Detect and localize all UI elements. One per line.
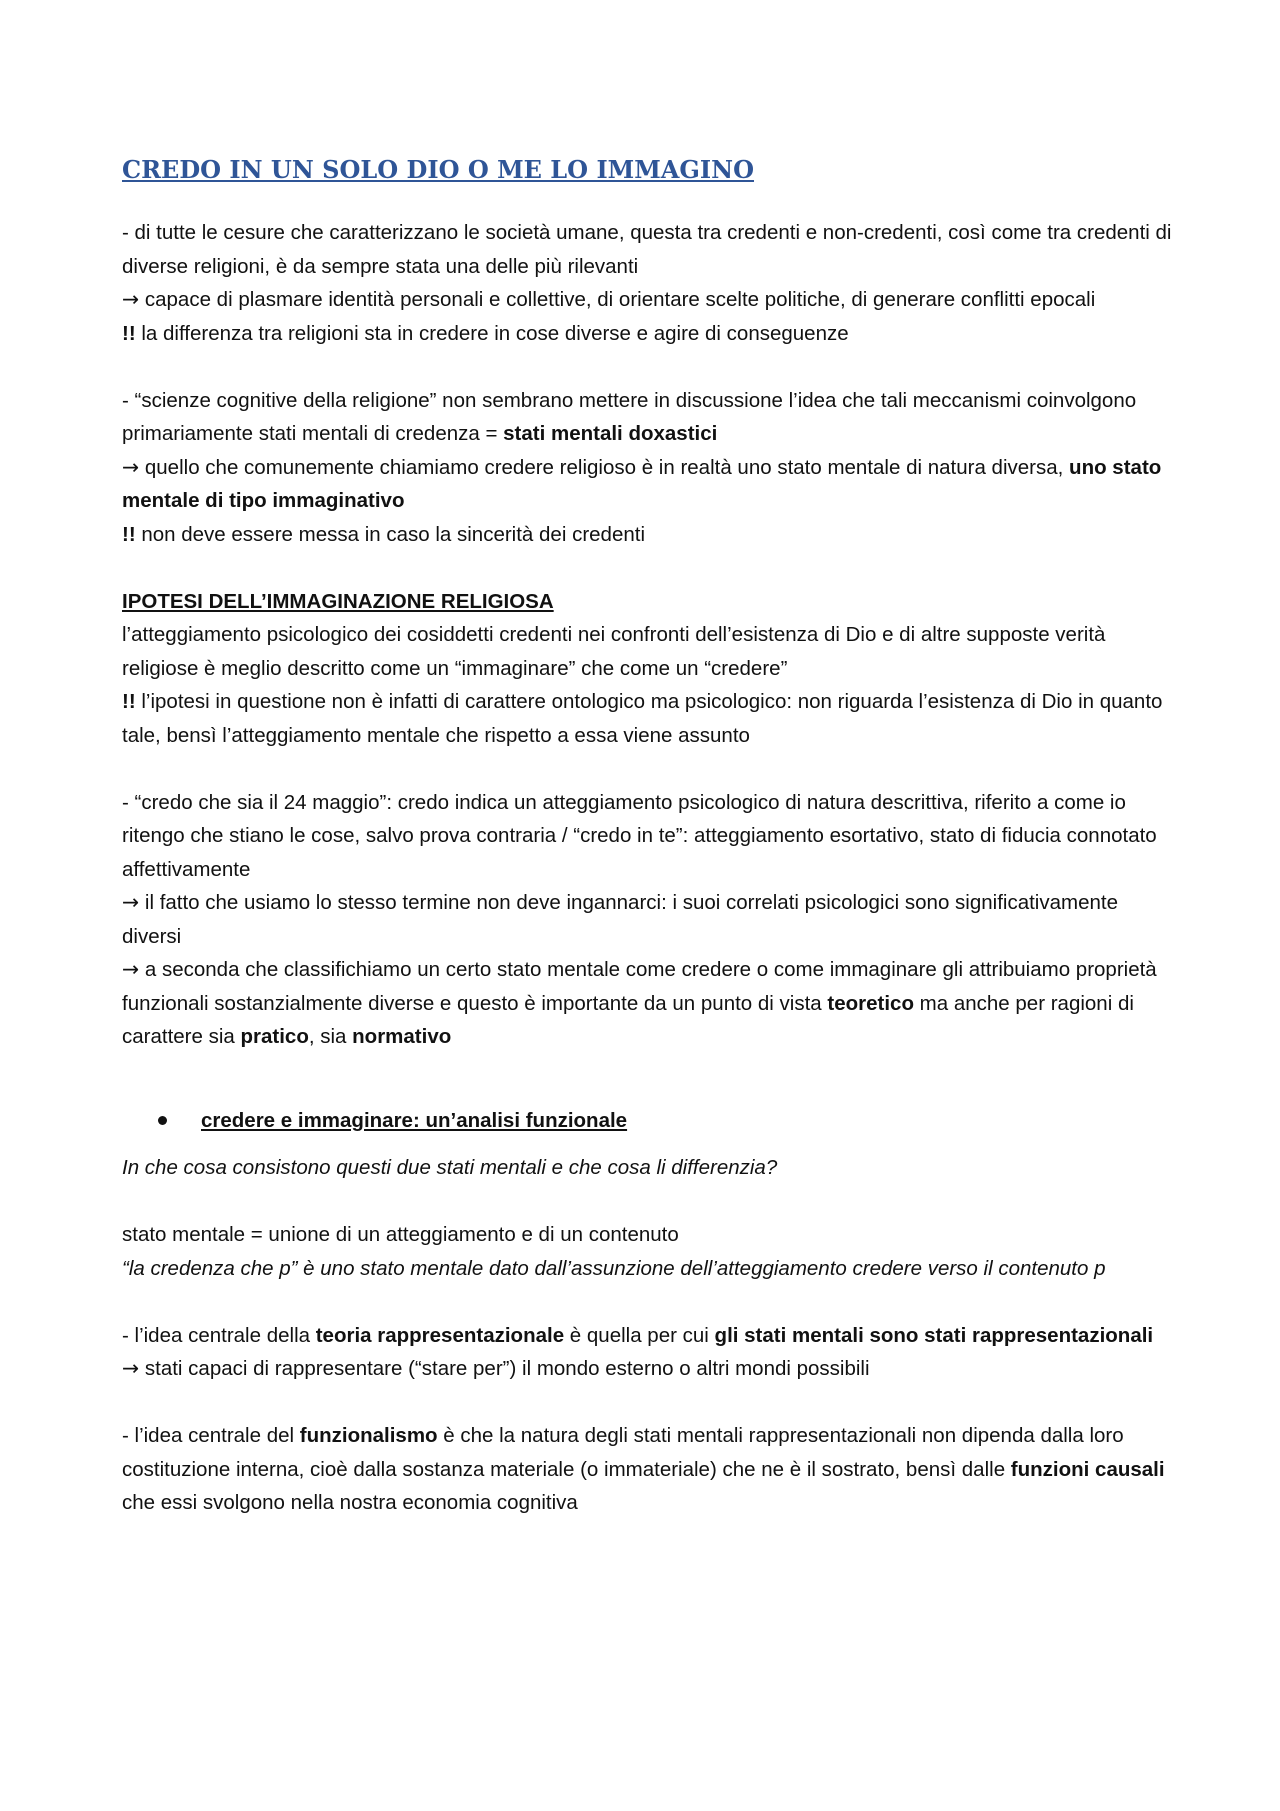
bold-term: pratico bbox=[240, 1025, 309, 1048]
paragraph-funzionalismo bbox=[122, 1419, 1172, 1520]
text-span: - “scienze cognitive della religione” non sembrano mettere in discussione l’idea che tali meccanismi coinvolgono primariamente stati mentali di credenza = bbox=[122, 388, 1137, 445]
arrow-icon: → bbox=[122, 1356, 140, 1380]
text-line: - “credo che sia il 24 maggio”: credo indica un atteggiamento psicologico di natura descrittiva, riferito a come io ritengo che stiano le cose, salvo prova contraria / “credo in te”: atteggiamento esortativo, stato di fiducia connotato affettivamente bbox=[122, 790, 1157, 881]
arrow-icon: → bbox=[122, 890, 140, 914]
document-body bbox=[122, 150, 1172, 1553]
bold-term: stati mentali doxastici bbox=[503, 422, 718, 445]
document-title: CREDO IN UN SOLO DIO O ME LO IMMAGINO bbox=[122, 155, 754, 184]
text-span: stati capaci di rappresentare (“stare per”) il mondo esterno o altri mondi possibili bbox=[139, 1357, 870, 1380]
text-span: che essi svolgono nella nostra economia cognitiva bbox=[122, 1491, 578, 1514]
text-line bbox=[122, 518, 1172, 552]
text-line bbox=[122, 1352, 1172, 1386]
text-line bbox=[122, 384, 1172, 451]
paragraph-credo bbox=[122, 786, 1172, 1054]
text-span: - l’idea centrale del bbox=[122, 1424, 300, 1447]
text-line bbox=[122, 1419, 1172, 1520]
text-span: , sia bbox=[308, 1025, 353, 1048]
bullet-item bbox=[122, 1104, 1172, 1138]
text-span: capace di plasmare identità personali e collettive, di orientare scelte politiche, di generare conflitti epocali bbox=[139, 288, 1096, 311]
paragraph-teoria-rappresentazionale bbox=[122, 1319, 1172, 1386]
paragraph-ipotesi bbox=[122, 585, 1172, 753]
text-span: è quella per cui bbox=[564, 1323, 715, 1347]
text-line: “la credenza che p” è uno stato mentale dato dall’assunzione dell’atteggiamento credere verso il contenuto p bbox=[122, 1256, 1106, 1280]
bold-term: teoretico bbox=[827, 991, 914, 1015]
text-line bbox=[122, 317, 1172, 351]
exclamation-mark: !! bbox=[122, 690, 136, 713]
bold-term: uno stato mentale di tipo immaginativo bbox=[122, 455, 1162, 512]
text-span: - l’idea centrale della bbox=[122, 1323, 316, 1347]
exclamation-mark: !! bbox=[122, 522, 136, 546]
text-line: stato mentale = unione di un atteggiamento e di un contenuto bbox=[122, 1223, 679, 1246]
text-line: l’atteggiamento psicologico dei cosiddetti credenti nei confronti dell’esistenza di Dio e di altre supposte verità religiose è meglio descritto come un “immaginare” che come un “credere” bbox=[122, 623, 1106, 680]
bullet-heading: credere e immaginare: un’analisi funzionale bbox=[201, 1108, 628, 1132]
exclamation-mark: !! bbox=[122, 321, 136, 345]
arrow-icon: → bbox=[122, 957, 140, 981]
bold-term: funzioni causali bbox=[1010, 1457, 1165, 1481]
paragraph-cesure bbox=[122, 216, 1172, 350]
text-span: il fatto che usiamo lo stesso termine non deve ingannarci: i suoi correlati psicologici sono significativamente diversi bbox=[122, 891, 1118, 948]
bold-term: normativo bbox=[352, 1025, 452, 1048]
bold-term: teoria rappresentazionale bbox=[315, 1323, 565, 1347]
text-line bbox=[122, 1319, 1172, 1353]
section-heading: IPOTESI DELL’IMMAGINAZIONE RELIGIOSA bbox=[122, 589, 554, 613]
text-line bbox=[122, 685, 1172, 752]
bullet-icon bbox=[158, 1116, 167, 1125]
arrow-icon: → bbox=[122, 454, 140, 479]
bold-term: gli stati mentali sono stati rappresentazionali bbox=[714, 1323, 1154, 1347]
text-span: la differenza tra religioni sta in credere in cose diverse e agire di conseguenze bbox=[135, 321, 849, 345]
text-span: quello che comunemente chiamiamo credere religioso è in realtà uno stato mentale di natura diversa, bbox=[139, 455, 1070, 479]
text-line bbox=[122, 451, 1172, 518]
paragraph-scienze-cognitive bbox=[122, 384, 1172, 552]
text-span: non deve essere messa in caso la sincerità dei credenti bbox=[135, 522, 646, 546]
arrow-icon: → bbox=[122, 287, 140, 311]
text-line bbox=[122, 886, 1172, 953]
text-line bbox=[122, 283, 1172, 317]
text-line bbox=[122, 953, 1172, 1054]
text-span: è che la natura degli stati mentali rappresentazionali non dipenda dalla loro costituzione interna, cioè dalla sostanza materiale (o immateriale) che ne è il sostrato, bensì dalle bbox=[122, 1424, 1124, 1481]
question-line: In che cosa consistono questi due stati mentali e che cosa li differenzia? bbox=[122, 1156, 778, 1179]
text-span: l’ipotesi in questione non è infatti di carattere ontologico ma psicologico: non riguarda l’esistenza di Dio in quanto tale, bensì l’atteggiamento mentale che rispetto a essa viene assunto bbox=[122, 690, 1163, 747]
text-span: a seconda che classifichiamo un certo stato mentale come credere o come immaginare gli attribuiamo proprietà funzionali sostanzialmente diverse e questo è importante da un punto di vista bbox=[122, 958, 1157, 1015]
text-span: ma anche per ragioni di carattere sia bbox=[122, 991, 1134, 1048]
paragraph-stato-mentale bbox=[122, 1218, 1172, 1285]
bold-term: funzionalismo bbox=[299, 1424, 438, 1447]
text-line: - di tutte le cesure che caratterizzano le società umane, questa tra credenti e non-credenti, così come tra credenti di diverse religioni, è da sempre stata una delle più rilevanti bbox=[122, 221, 1172, 278]
